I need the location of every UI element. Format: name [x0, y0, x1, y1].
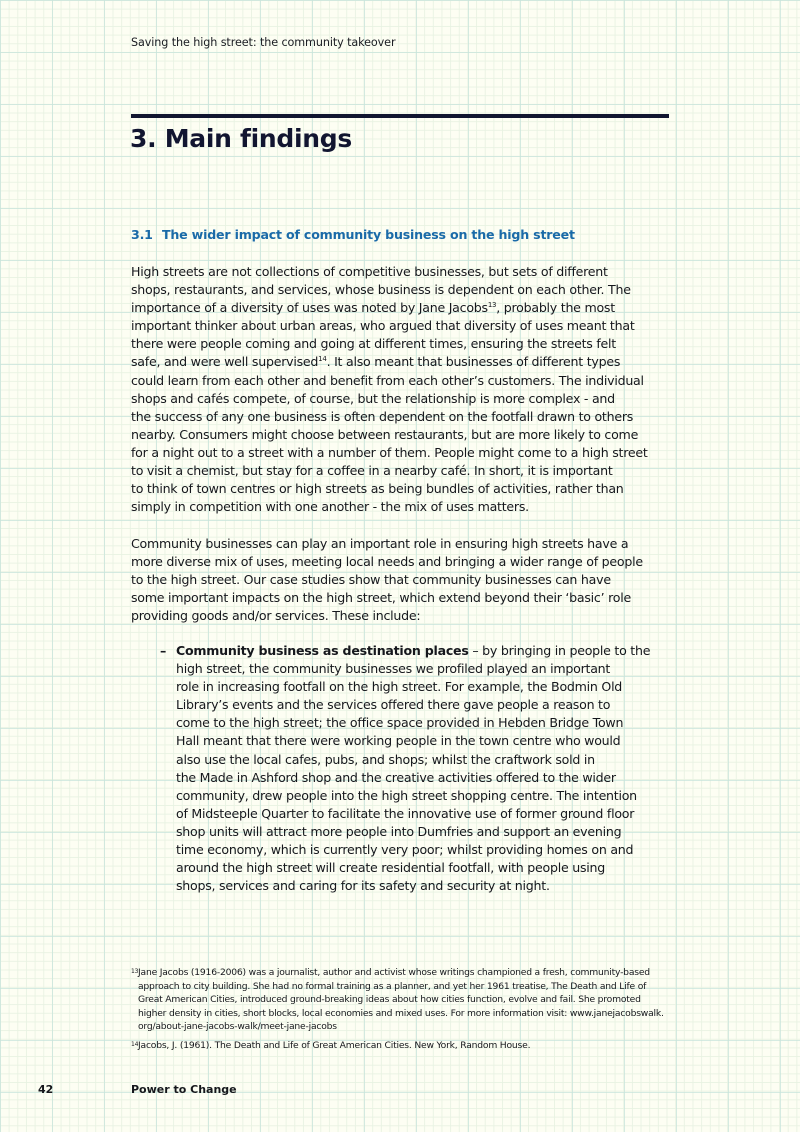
line-text: , probably the most — [496, 300, 615, 316]
bullet-line: the Made in Ashford shop and the creative activities offered to the wider — [176, 769, 616, 785]
footnote-14 — [131, 1039, 721, 1053]
bullet-line: role in increasing footfall on the high street. For example, the Bodmin Old — [176, 679, 623, 695]
footnote-line: Great American Cities, introduced ground-breaking ideas about how cities function, evolve and fail. She promoted — [138, 994, 641, 1006]
bullet-line: high street, the community businesses we profiled played an important — [176, 661, 611, 677]
paragraph-line: nearby. Consumers might choose between restaurants, but are more likely to come — [131, 426, 639, 442]
bullet-text — [176, 642, 686, 895]
bullet-line: of Midsteeple Quarter to facilitate the innovative use of former ground floor — [176, 805, 635, 821]
section-title: The wider impact of community business on the high street — [162, 227, 575, 242]
bullet-line: shop units will attract more people into Dumfries and support an evening — [176, 823, 622, 839]
footnote-mark: 13 — [131, 968, 139, 975]
paragraph-line: could learn from each other and benefit from each other’s customers. The individual — [131, 372, 644, 388]
footnote-line: Jacobs, J. (1961). The Death and Life of Great American Cities. New York, Random House. — [138, 1039, 531, 1051]
paragraph-line: to the high street. Our case studies show that community businesses can have — [131, 572, 611, 588]
paragraph-line: simply in competition with one another - the mix of uses matters. — [131, 499, 529, 515]
line-text: – by bringing in people to the — [468, 643, 651, 658]
bullet-line: also use the local cafes, pubs, and shops; whilst the craftwork sold in — [176, 751, 595, 767]
paragraph-line: shops, restaurants, and services, whose business is dependent on each other. The — [131, 282, 631, 298]
section-number: 3.1 — [131, 227, 153, 242]
paragraph-2 — [131, 535, 691, 625]
paragraph-line: some important impacts on the high street, which extend beyond their ‘basic’ role — [131, 590, 631, 606]
publisher-name: Power to Change — [131, 1083, 237, 1096]
paragraph-line: important thinker about urban areas, who argued that diversity of uses meant that — [131, 318, 635, 334]
section-heading — [131, 227, 575, 242]
bullet-line — [176, 642, 686, 660]
paragraph-line: the success of any one business is often dependent on the footfall drawn to others — [131, 408, 634, 424]
paragraph-line: to visit a chemist, but stay for a coffee in a nearby café. In short, it is important — [131, 463, 613, 479]
paragraph-line: providing goods and/or services. These include: — [131, 608, 421, 624]
running-head: Saving the high street: the community takeover — [131, 36, 396, 49]
chapter-title: 3. Main findings — [130, 124, 352, 153]
footnote-13 — [131, 966, 721, 1034]
bullet-line: come to the high street; the office space provided in Hebden Bridge Town — [176, 715, 624, 731]
footnote-link-line[interactable]: org/about-jane-jacobs-walk/meet-jane-jacobs — [138, 1021, 337, 1033]
bullet-line: time economy, which is currently very poor; whilst providing homes on and — [176, 842, 634, 858]
footnote-line: approach to city building. She had no formal training as a planner, and yet her 1961 treatise, The Death and Life of — [138, 980, 647, 992]
bullet-line: around the high street will create residential footfall, with people using — [176, 860, 605, 876]
paragraph-line: there were people coming and going at different times, ensuring the streets felt — [131, 336, 616, 352]
paragraph-line — [131, 299, 691, 317]
bullet-dash-icon: – — [160, 643, 167, 658]
bullet-bold-lead: Community business as destination places — [176, 643, 469, 658]
line-text: importance of a diversity of uses was noted by Jane Jacobs — [131, 300, 488, 316]
footnotes — [131, 966, 721, 1058]
bullet-line: community, drew people into the high street shopping centre. The intention — [176, 787, 637, 803]
line-text: safe, and were well supervised — [131, 354, 319, 370]
paragraph-line: to think of town centres or high streets as being bundles of activities, rather than — [131, 481, 624, 497]
bullet-line: shops, services and caring for its safety and security at night. — [176, 878, 550, 894]
chapter-rule — [131, 114, 669, 118]
footnote-line: Jane Jacobs (1916-2006) was a journalist, author and activist whose writings championed a fresh, community-based — [138, 967, 650, 978]
footnote-mark: 14 — [131, 1040, 139, 1048]
paragraph-line: High streets are not collections of competitive businesses, but sets of different — [131, 264, 608, 279]
paragraph-line: shops and cafés compete, of course, but the relationship is more complex - and — [131, 390, 615, 406]
paragraph-line: more diverse mix of uses, meeting local needs and bringing a wider range of people — [131, 554, 643, 570]
bullet-line: Library’s events and the services offered there gave people a reason to — [176, 697, 611, 713]
paragraph-line: for a night out to a street with a number of them. People might come to a high street — [131, 444, 648, 460]
footnote-ref-13[interactable]: 13 — [487, 301, 497, 310]
page-number: 42 — [38, 1083, 54, 1096]
paragraph-1 — [131, 263, 691, 516]
footnote-ref-14[interactable]: 14 — [318, 355, 327, 364]
paragraph-line — [131, 353, 691, 371]
paragraph-line: Community businesses can play an important role in ensuring high streets have a — [131, 536, 629, 551]
line-text: . It also meant that businesses of different types — [326, 354, 621, 370]
footnote-line[interactable]: higher density in cities, short blocks, local economies and mixed uses. For more information visit: www.janejacobswalk. — [138, 1007, 664, 1019]
bullet-line: Hall meant that there were working people in the town centre who would — [176, 733, 621, 749]
